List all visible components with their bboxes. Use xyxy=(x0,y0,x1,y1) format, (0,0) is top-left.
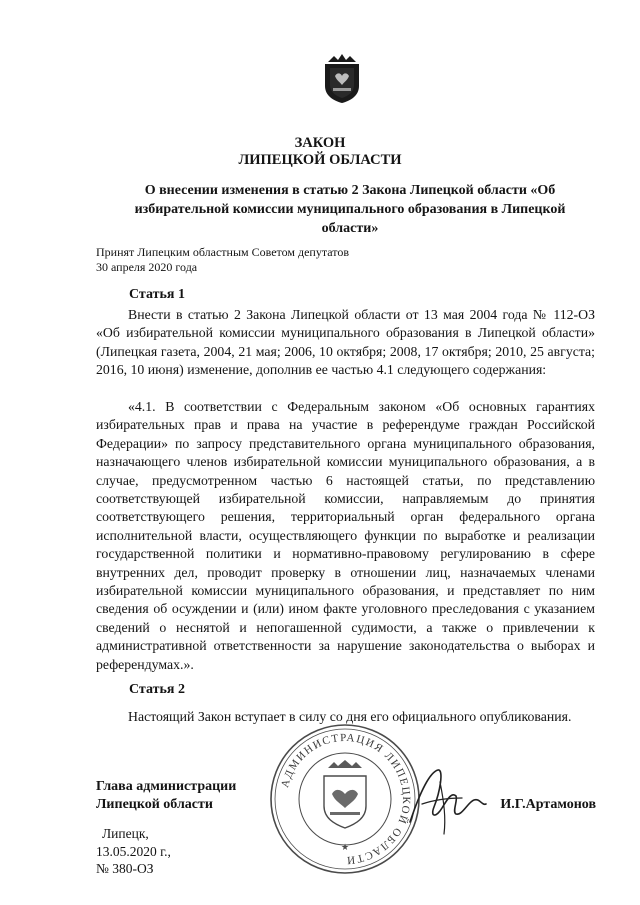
law-title-line2: ЛИПЕЦКОЙ ОБЛАСТИ xyxy=(238,152,402,168)
adoption-info xyxy=(96,245,349,275)
footer-date: 13.05.2020 г., xyxy=(96,843,171,859)
footer-number: № 380-ОЗ xyxy=(96,861,154,876)
article-1-heading: Статья 1 xyxy=(129,287,185,302)
article-2-heading: Статья 2 xyxy=(129,682,185,697)
adoption-date: 30 апреля 2020 года xyxy=(96,260,198,274)
article-1-paragraph-2: «4.1. В соответствии с Федеральным законом «Об основных гарантиях избирательных прав и права на участие в референдуме граждан Российской Федерации» по запросу представительного органа муниципального образования, назначающего членов избирательной комиссии муниципального образования, а в случае, предусмотренном частью 6 настоящей статьи, по представлению соответствующей избирательной комиссии, направляемым до принятия соответствующего решения, территориальный орган федерального органа исполнительной власти, осуществляющего функции по выработке и реализации государственной политики и нормативно-правовому регулированию в сфере внутренних дел, проводит проверку в отношении лиц, назначаемых членами избирательной комиссии муниципального образования, и представляет по ним сведения об осуждении и (или) ином факте уголовного преследования с указанием сведений о неснятой и непогашенной судимости, а также о привлечении к административной ответственности за нарушение законодательства о выборах и референдумах.». xyxy=(96,399,595,672)
article-2-paragraph-1: Настоящий Закон вступает в силу со дня его официального опубликования. xyxy=(128,709,572,724)
law-title-line1: ЗАКОН xyxy=(294,135,346,151)
svg-text:АДМИНИСТРАЦИЯ ЛИПЕЦКОЙ ОБЛАСТИ: АДМИНИСТРАЦИЯ ЛИПЕЦКОЙ ОБЛАСТИ xyxy=(279,731,413,867)
footer-place: Липецк, xyxy=(102,826,149,841)
article-1-paragraph-1: Внести в статью 2 Закона Липецкой области от 13 мая 2004 года № 112-ОЗ «Об избирательной комиссии муниципального образования в Липецкой области» (Липецкая газета, 2004, 21 мая; 2006, 10 октября; 2008, 17 октября; 2010, 25 августа; 2016, 10 июня) изменение, дополнив ее частью 4.1 следующего содержания: xyxy=(96,307,595,378)
document-footer xyxy=(96,825,171,878)
adoption-body: Принят Липецким областным Советом депутатов xyxy=(96,245,350,259)
signatory-name: И.Г.Артамонов xyxy=(500,797,596,812)
coat-of-arms-icon xyxy=(320,52,364,104)
signatory-title-line1: Глава администрации xyxy=(96,779,237,794)
signatory-title-line2: Липецкой области xyxy=(96,797,213,812)
svg-text:★: ★ xyxy=(340,842,350,852)
law-subject: О внесении изменения в статью 2 Закона Липецкой области «Об избирательной комиссии муниципального образования в Липецкой области» xyxy=(134,183,566,236)
signatory-title xyxy=(96,778,236,814)
